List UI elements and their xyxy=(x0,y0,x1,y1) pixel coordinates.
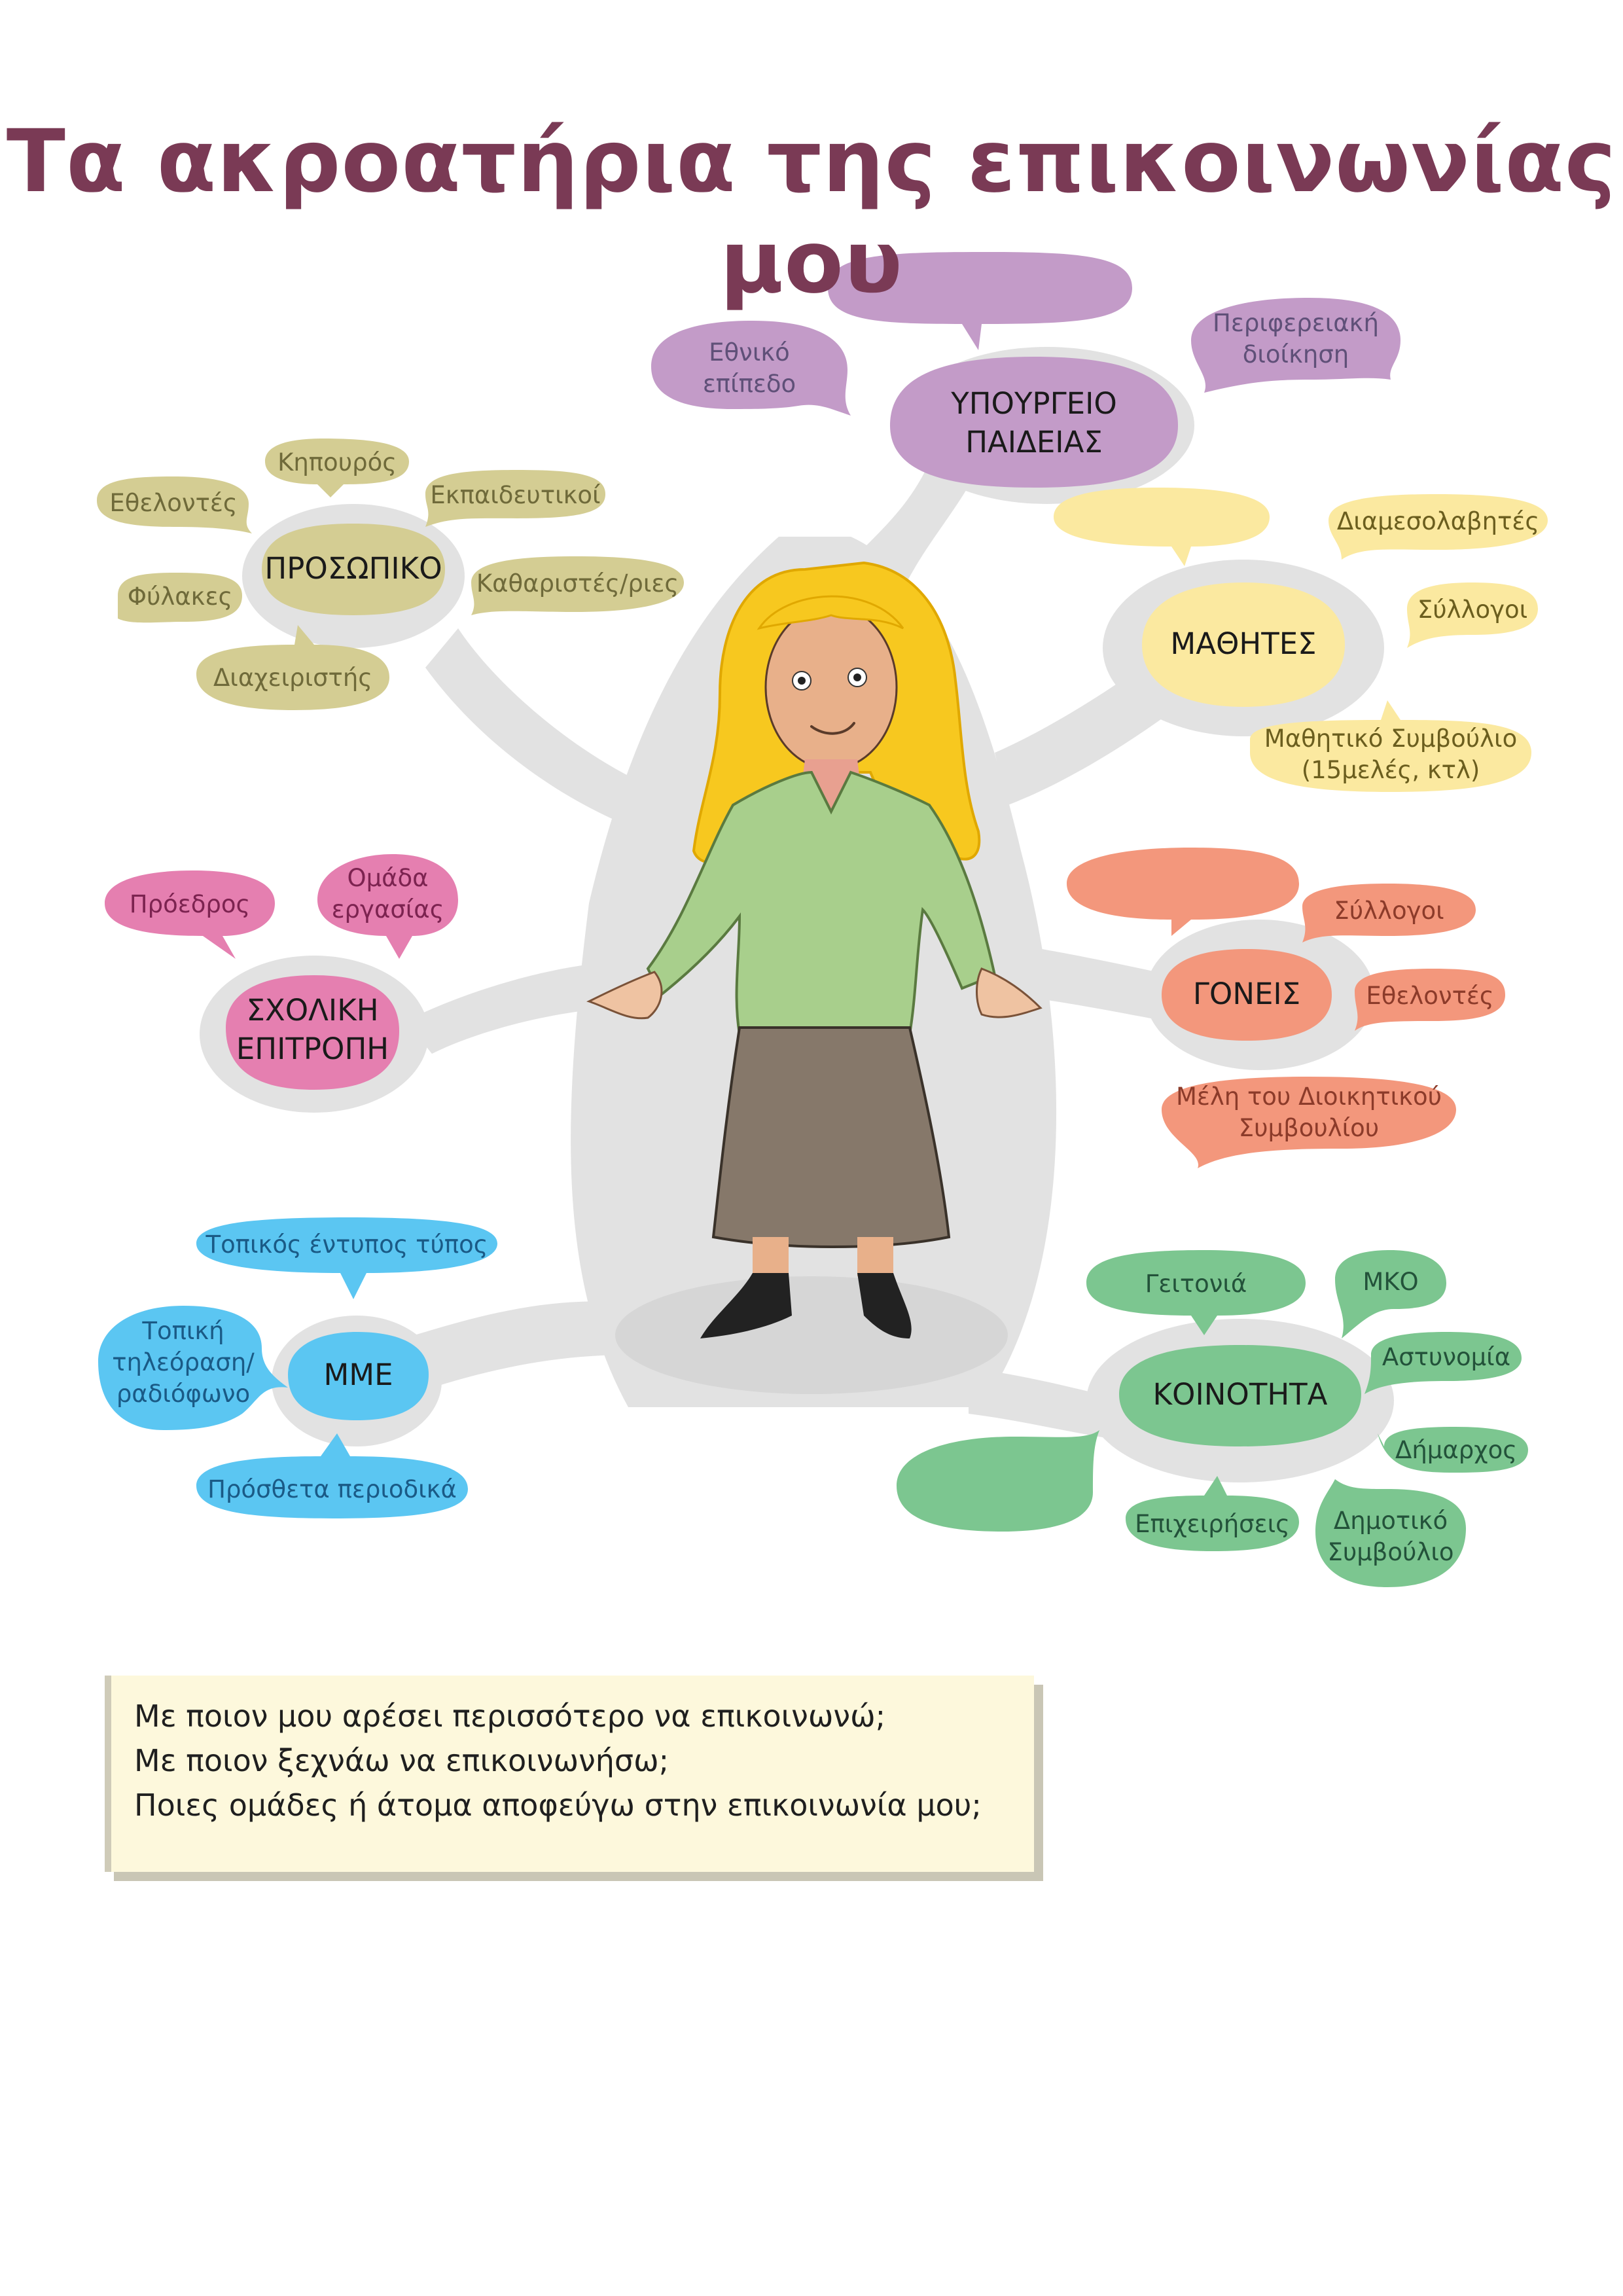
leaf-label-mediators: Διαμεσολαβητές xyxy=(1336,507,1540,535)
leaf-label-line: Συμβουλίου xyxy=(1238,1114,1380,1143)
leaf-label-mayor: Δήμαρχος xyxy=(1395,1436,1517,1464)
hub-label-ministry xyxy=(916,385,1152,461)
leaf-label-line: Δημοτικό xyxy=(1333,1507,1448,1535)
hub-label-parents: ΓΟΝΕΙΣ xyxy=(1192,977,1301,1011)
leaf-label-businesses: Επιχειρήσεις xyxy=(1135,1510,1290,1538)
leaf-label-line: Εθνικό xyxy=(709,338,790,367)
leaf-label-line: ραδιόφωνο xyxy=(116,1380,251,1408)
leaf-label-line: Μέλη του Διοικητικού xyxy=(1175,1083,1442,1111)
leaf-label-teachers: Εκπαιδευτικοί xyxy=(430,481,601,509)
face xyxy=(766,605,897,769)
leaf-label-parent-associations: Σύλλογοι xyxy=(1334,897,1444,925)
leaf-label-ngo: ΜΚΟ xyxy=(1363,1268,1419,1296)
leaf-label-national-level xyxy=(674,337,825,400)
hub-label-line: ΠΑΙΔΕΙΑΣ xyxy=(965,424,1103,459)
leaf-label-student-clubs: Σύλλογοι xyxy=(1417,596,1528,624)
leaf-label-volunteers: Εθελοντές xyxy=(109,489,238,517)
question-1: Με ποιον μου αρέσει περισσότερο να επικοινωνώ; xyxy=(134,1698,886,1734)
hub-label-line: ΕΠΙΤΡΟΠΗ xyxy=(236,1031,389,1066)
leaf-label-working-group xyxy=(317,863,458,925)
leaf-label-line: Μαθητικό Συμβούλιο xyxy=(1264,725,1518,753)
leaf-label-municipal-council xyxy=(1315,1505,1466,1568)
leaf-label-line: Τοπική xyxy=(142,1317,224,1345)
question-3: Ποιες ομάδες ή άτομα αποφεύγω στην επικοινωνία μου; xyxy=(134,1787,982,1823)
hub-label-media: ΜΜΕ xyxy=(323,1357,393,1392)
leaf-label-line: επίπεδο xyxy=(702,370,796,399)
hub-label-staff: ΠΡΟΣΩΠΙΚΟ xyxy=(264,551,442,586)
leaf-label-president: Πρόεδρος xyxy=(129,890,251,918)
hub-label-line: ΣΧΟΛΙΚΗ xyxy=(246,993,379,1028)
hub-label-students: ΜΑΘΗΤΕΣ xyxy=(1170,626,1317,661)
leaf-label-line: (15μελές, κτλ) xyxy=(1301,756,1480,785)
leaf-label-guards: Φύλακες xyxy=(127,583,233,611)
leaf-label-line: τηλεόραση/ xyxy=(112,1348,255,1377)
hub-label-school-committee xyxy=(226,992,399,1068)
leaf-label-line: Ομάδα xyxy=(347,864,429,892)
leaf-label-gardener: Κηπουρός xyxy=(277,448,397,476)
leaf-label-police: Αστυνομία xyxy=(1382,1343,1511,1371)
leaf-label-extra-magazines: Πρόσθετα περιοδικά xyxy=(207,1475,457,1503)
leaf-label-line: διοίκηση xyxy=(1242,340,1349,369)
hub-label-line: ΥΠΟΥΡΓΕΙΟ xyxy=(951,386,1117,421)
leaf-label-cleaners: Καθαριστές/ριες xyxy=(476,569,679,598)
leaf-label-local-press: Τοπικός έντυπος τύπος xyxy=(205,1230,488,1259)
leaf-label-board-members xyxy=(1162,1081,1456,1144)
leaf-label-regional-administration xyxy=(1198,308,1394,370)
leaf-label-line: Περιφερειακή xyxy=(1213,309,1379,337)
leaf-label-student-council xyxy=(1250,723,1531,786)
leaf-label-administrator: Διαχειριστής xyxy=(213,664,372,692)
page-title: Τα ακροατήρια της επικοινωνίας μου xyxy=(6,111,1617,313)
hub-label-community: ΚΟΙΝΟΤΗΤΑ xyxy=(1152,1377,1328,1412)
leaf-label-parent-volunteers: Εθελοντές xyxy=(1366,982,1494,1010)
leaf-label-line: Συμβούλιο xyxy=(1327,1538,1454,1567)
leaf-label-line: εργασίας xyxy=(331,895,444,924)
skirt xyxy=(713,1028,949,1247)
leaf-label-local-tv-radio xyxy=(98,1316,268,1410)
leaf-label-neighbourhood: Γειτονιά xyxy=(1145,1270,1247,1298)
question-2: Με ποιον ξεχνάω να επικοινωνήσω; xyxy=(134,1743,669,1778)
